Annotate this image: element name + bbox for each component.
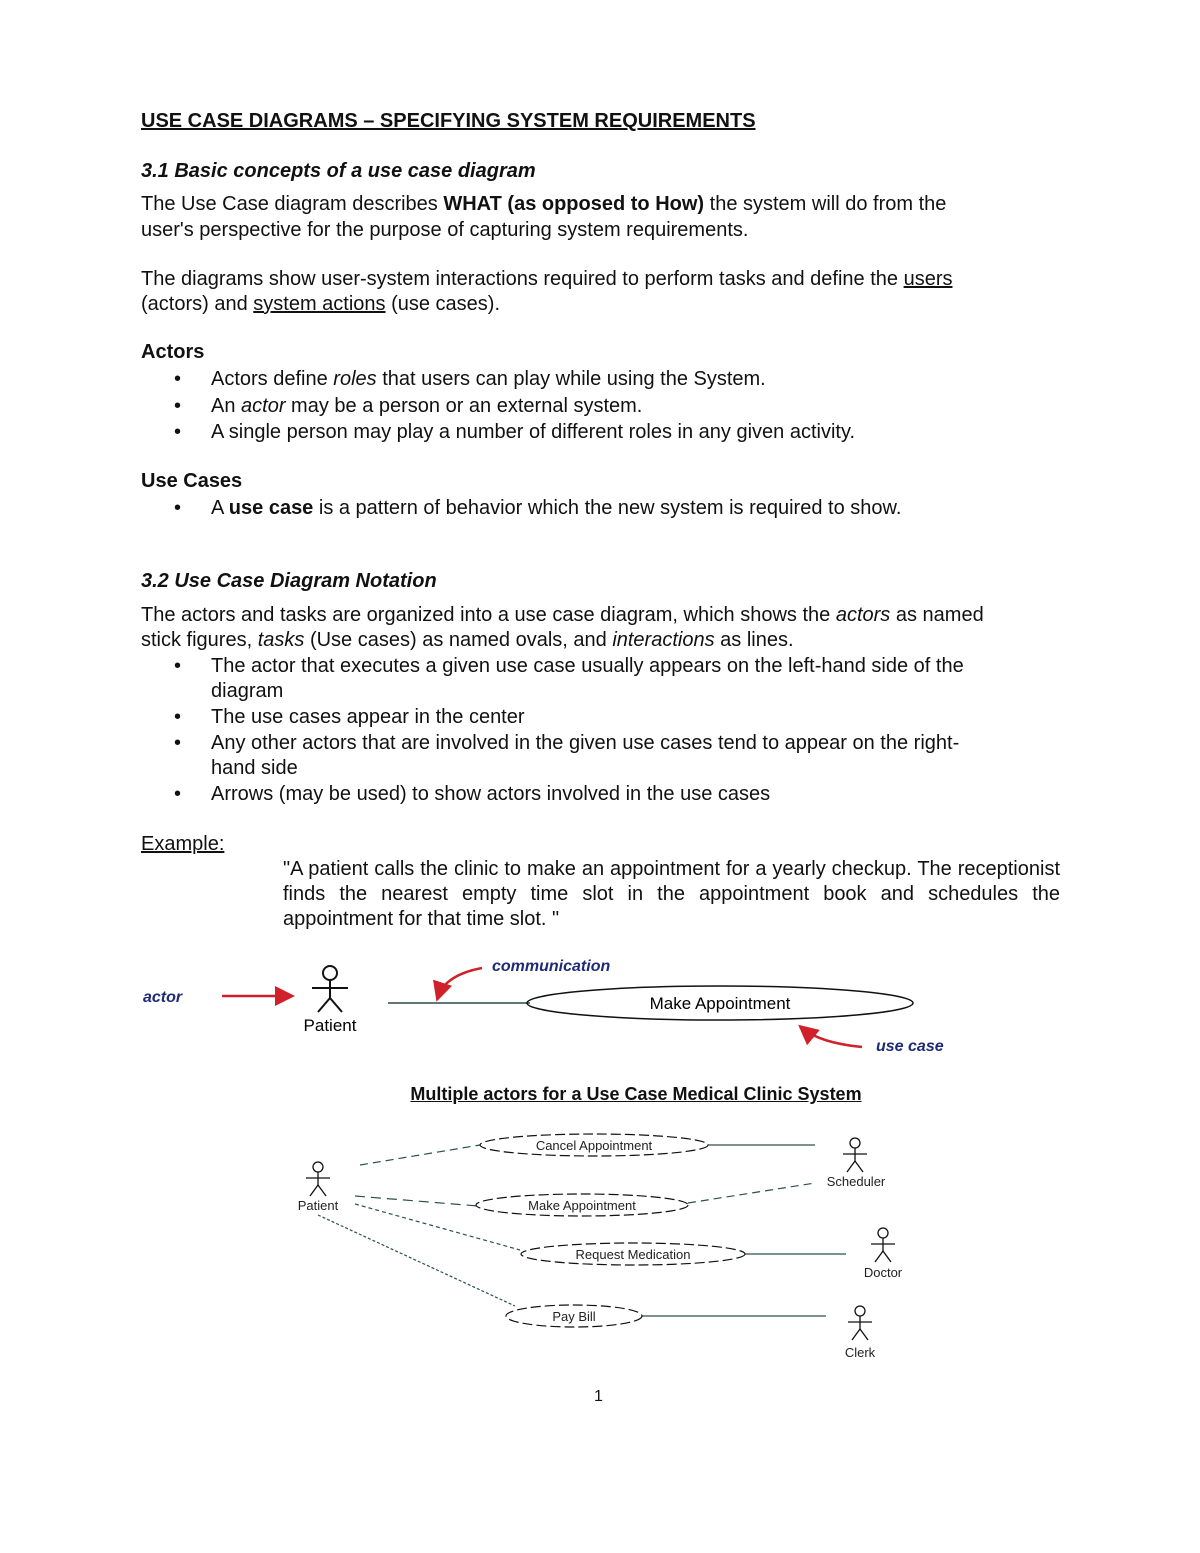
emphasis: interactions (612, 629, 715, 651)
text: may be a person or an external system. (285, 395, 643, 417)
paragraph (141, 267, 952, 291)
text: Actors define (211, 368, 334, 390)
bullet-icon: • (174, 655, 182, 677)
text: is a pattern of behavior which the new system is required to show. (313, 497, 902, 519)
actor-name: Doctor (863, 1265, 903, 1280)
text: A (211, 497, 229, 519)
actor-annotation: actor (143, 989, 183, 1006)
underlined-term: users (903, 268, 953, 290)
actor-doctor-icon (871, 1228, 895, 1262)
emphasis: WHAT (as opposed to How) (443, 193, 705, 215)
bullet-icon: • (174, 421, 182, 443)
paragraph-line: user's perspective for the purpose of capturing system requirements. (141, 219, 749, 241)
list-item-continuation: diagram (211, 680, 284, 702)
text: (use cases). (385, 293, 501, 315)
use-case-arrow (802, 1028, 862, 1047)
bullet-icon: • (174, 395, 182, 417)
use-case-name: Make Appointment (528, 1198, 636, 1213)
use-case-annotation: use case (876, 1038, 944, 1055)
list-item: Arrows (may be used) to show actors involved in the use cases (211, 783, 771, 805)
emphasis: actors (835, 604, 891, 626)
medical-clinic-use-case-diagram (0, 1125, 1200, 1365)
actor-clerk-icon (848, 1306, 872, 1340)
bullet-icon: • (174, 497, 182, 519)
text: An (211, 395, 242, 417)
list-item (211, 367, 766, 391)
list-item: Any other actors that are involved in the given use cases tend to appear on the right- (211, 732, 960, 754)
example-quote: "A patient calls the clinic to make an appointment for a yearly checkup. The receptionist finds the nearest empty time slot in the appointment book and schedules the appointment for that time slot. " (283, 858, 1060, 930)
use-case-ovals (476, 1134, 745, 1327)
use-case-name: Make Appointment (649, 994, 791, 1013)
association-lines (318, 1145, 846, 1316)
actor-name: Scheduler (826, 1174, 886, 1189)
use-case-notation-diagram (0, 950, 1200, 1060)
emphasis: roles (333, 368, 377, 390)
list-item: The actor that executes a given use case usually appears on the left-hand side of the (211, 655, 964, 677)
page-number: 1 (594, 1388, 603, 1405)
text: the system will do from the (704, 193, 947, 215)
text: The Use Case diagram describes (141, 193, 444, 215)
text: that users can play while using the System. (376, 368, 766, 390)
text: The actors and tasks are organized into a use case diagram, which shows the (141, 604, 836, 626)
paragraph (141, 603, 984, 627)
page-title: USE CASE DIAGRAMS – SPECIFYING SYSTEM REQUIREMENTS (141, 110, 756, 132)
diagram-caption: Multiple actors for a Use Case Medical Clinic System (410, 1084, 862, 1104)
bullet-icon: • (174, 783, 182, 805)
text: (actors) and (141, 293, 254, 315)
communication-annotation: communication (492, 958, 611, 975)
paragraph (141, 192, 946, 216)
section-3-2-heading: 3.2 Use Case Diagram Notation (141, 570, 437, 592)
bullet-icon: • (174, 706, 182, 728)
text: stick figures, (141, 629, 258, 651)
actor-scheduler-icon (843, 1138, 867, 1172)
text: as lines. (714, 629, 794, 651)
section-3-1-heading: 3.1 Basic concepts of a use case diagram (141, 160, 536, 182)
list-item-continuation: hand side (211, 757, 298, 779)
example-label: Example: (141, 833, 225, 855)
text: as named (890, 604, 984, 626)
underlined-term: system actions (253, 293, 386, 315)
use-case-name: Request Medication (575, 1247, 691, 1262)
list-item: The use cases appear in the center (211, 706, 525, 728)
actors-heading: Actors (141, 341, 205, 363)
emphasis: tasks (257, 629, 305, 651)
emphasis: use case (228, 497, 314, 519)
use-case-name: Pay Bill (552, 1309, 596, 1324)
actor-name: Patient (303, 1016, 357, 1035)
list-item: A single person may play a number of different roles in any given activity. (211, 421, 856, 443)
actor-name: Clerk (844, 1345, 876, 1360)
use-cases-heading: Use Cases (141, 470, 243, 492)
actor-patient-icon (306, 1162, 330, 1196)
bullet-icon: • (174, 732, 182, 754)
emphasis: actor (241, 395, 286, 417)
actor-stick-figure-icon (312, 966, 348, 1012)
paragraph-line (141, 292, 500, 316)
communication-arrow (438, 968, 482, 997)
bullet-icon: • (174, 368, 182, 390)
list-item (211, 496, 901, 520)
list-item (211, 394, 642, 418)
use-case-name: Cancel Appointment (535, 1138, 653, 1153)
paragraph-line (141, 628, 794, 652)
actor-name: Patient (297, 1198, 339, 1213)
text: (Use cases) as named ovals, and (304, 629, 613, 651)
text: The diagrams show user-system interactions required to perform tasks and define the (141, 268, 904, 290)
